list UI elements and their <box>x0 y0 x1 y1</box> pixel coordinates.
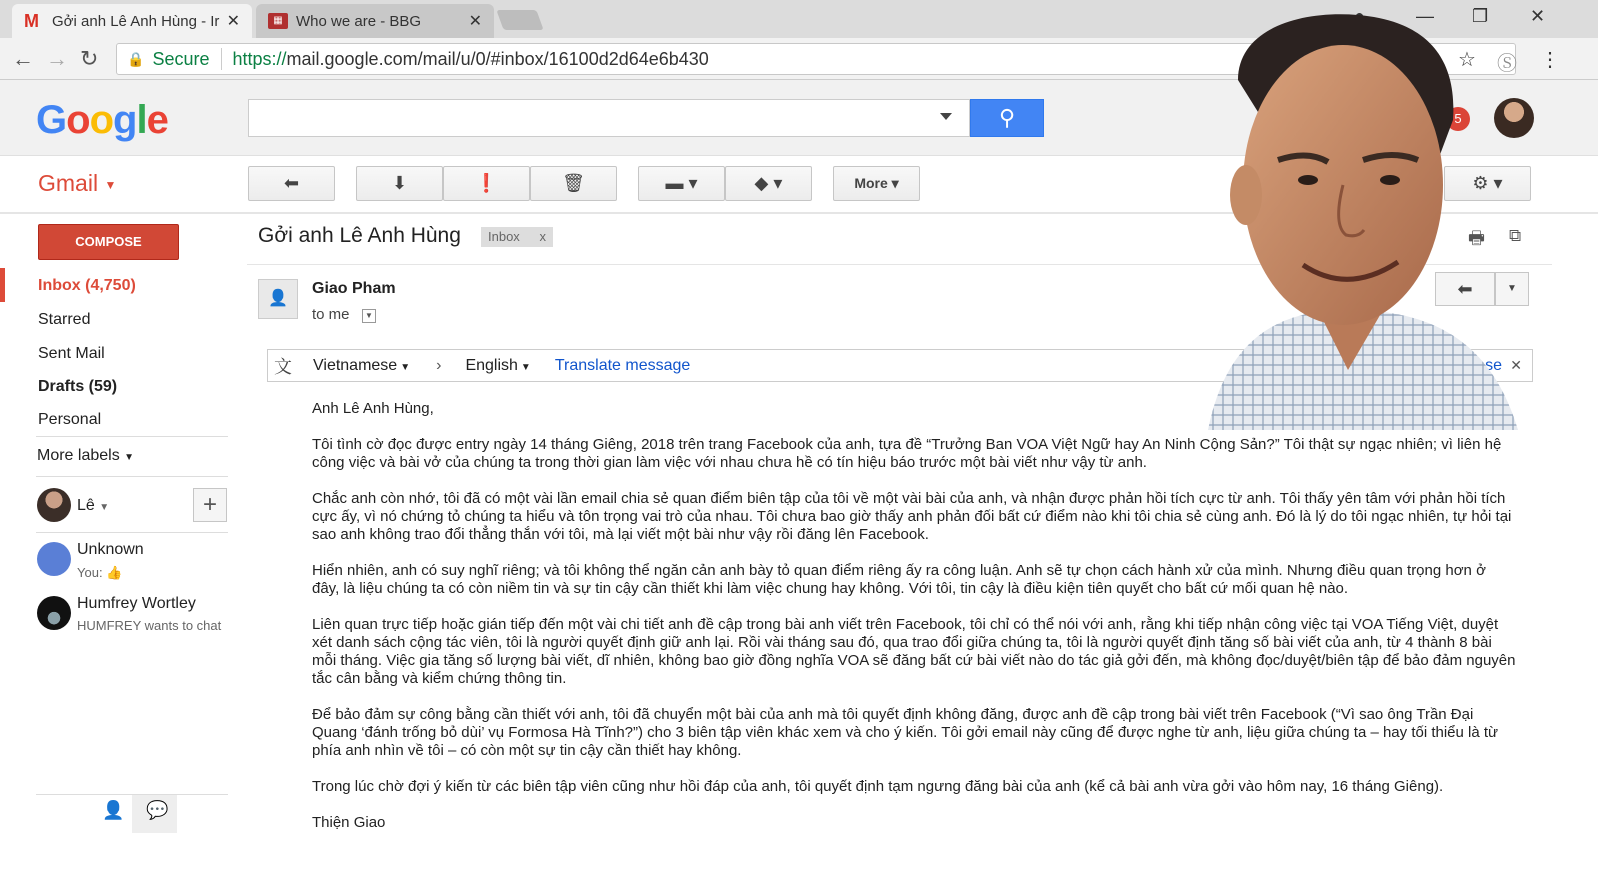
new-chat-button[interactable] <box>193 488 227 522</box>
sender-avatar[interactable] <box>258 279 298 319</box>
tab-gmail[interactable] <box>12 4 252 38</box>
self-avatar[interactable] <box>37 488 71 522</box>
print-icon[interactable]: 🖶 <box>1468 228 1485 248</box>
tab-title: Who we are - BBG <box>296 12 422 30</box>
email-paragraph: Tôi tình cờ đọc được entry ngày 14 tháng Giêng, 2018 trên trang Facebook của anh, tựa đề “Trưởng Ban VOA Việt Ngữ hay An Ninh Cộng Sản?” Tôi thật sự ngạc nhiên; vì liên hệ công việc và bài vở của chúng ta trong thời gian làm việc với nhau chưa hề có tín hiệu báo trước một bài viết như vậy từ anh. <box>312 436 1502 471</box>
spam-icon: ❗ <box>475 173 498 193</box>
inbox-selected-marker <box>0 268 5 302</box>
chat-self-name: Lê <box>77 497 95 514</box>
email-paragraph: Để bảo đảm sự công bằng cần thiết với anh, tôi đã chuyển một bài của anh mà tôi quyết định không đăng, được anh đề cập trong bài viết trên Facebook (“Vì sao ông Trần Đại Quang ‘đánh trống bỏ dùi’ vụ Formosa Hà Tĩnh?”) cho 3 biên tập viên khác xem và cho ý kiến. Tôi gởi email này cũng để được nghe từ anh, liệu giữa chúng ta – hay tối thiểu là từ phía anh nhìn về tôi – có còn một sự tin cậy cần thiết hay không. <box>312 706 1499 759</box>
recipient-label: to me <box>312 306 350 323</box>
chevron-down-icon: ▼ <box>104 177 117 192</box>
bbg-favicon-icon: ▦ <box>268 13 288 29</box>
gmail-menu[interactable] <box>38 170 116 197</box>
gmail-favicon-icon: M <box>24 11 39 31</box>
target-language-label: English <box>465 356 518 374</box>
logo-letter: g <box>113 98 137 142</box>
notification-badge[interactable]: 5 <box>1446 107 1470 131</box>
close-icon[interactable]: ✕ <box>1510 357 1522 373</box>
logo-letter: o <box>66 98 90 142</box>
browser-menu-icon[interactable]: ⋮ <box>1540 49 1560 71</box>
chevron-down-icon: ▼ <box>1507 283 1517 294</box>
logo-letter: e <box>146 98 168 142</box>
logo-letter: o <box>89 98 113 142</box>
restore-icon[interactable]: ❐ <box>1472 6 1489 26</box>
sidebar-item-personal[interactable]: Personal <box>38 411 102 428</box>
tab-close-icon[interactable]: ✕ <box>226 13 240 30</box>
plus-icon: + <box>202 491 217 518</box>
new-tab-button[interactable] <box>496 10 543 30</box>
contact-status: You: 👍 <box>77 565 123 580</box>
skype-icon[interactable]: Ⓢ <box>1497 53 1517 75</box>
person-icon: 👤 <box>268 290 288 307</box>
sender-name[interactable]: Giao Pham <box>312 280 396 297</box>
back-arrow-icon[interactable]: ← <box>12 46 34 71</box>
label-tag-icon: ◆ ▾ <box>754 173 783 193</box>
chevron-down-icon: ▼ <box>520 361 531 373</box>
more-labels-label: More labels <box>37 447 120 464</box>
chevron-down-icon: ▼ <box>99 502 110 513</box>
contact-avatar[interactable] <box>37 542 71 576</box>
url-path: mail.google.com/mail/u/0/#inbox/16100d2d64e6b430 <box>286 48 709 69</box>
chevron-down-icon: ▼ <box>400 361 411 373</box>
search-options-chevron-icon[interactable] <box>940 113 952 120</box>
lock-icon: 🔒 <box>127 50 145 67</box>
reload-icon[interactable]: ↻ <box>80 46 99 71</box>
logo-letter: l <box>136 98 147 142</box>
url-separator <box>221 48 222 70</box>
email-paragraph: Anh Lê Anh Hùng, <box>312 400 434 417</box>
contacts-person-icon[interactable]: 👤 <box>102 800 125 820</box>
sidebar-divider <box>36 436 228 437</box>
source-language-select[interactable] <box>313 357 410 375</box>
hangouts-icon[interactable]: 💬 <box>146 800 169 820</box>
sidebar-item-inbox[interactable]: Inbox (4,750) <box>38 277 136 294</box>
email-paragraph: Hiển nhiên, anh có suy nghĩ riêng; và tôi không thể ngăn cản anh bày tỏ quan điểm riêng ấy ra công luận. Anh sẽ tự chọn cách hành xử của mình. Nhưng điều quan trọng hơn ở đây, là liệu chúng ta có còn niềm tin và sự tin cậy cần thiết khi làm việc chung hay không. Với tôi, tin cậy là điều kiện tiên quyết cho bất cứ mối quan hệ nào. <box>312 562 1486 597</box>
chat-self-status[interactable] <box>77 497 109 515</box>
minimize-icon[interactable]: — <box>1416 6 1434 26</box>
inbox-label-chip[interactable] <box>481 227 553 247</box>
google-logo[interactable] <box>36 98 168 143</box>
target-language-select[interactable] <box>465 357 530 375</box>
folder-icon: ▬ ▾ <box>665 173 698 193</box>
chevron-right-icon: › <box>436 356 442 374</box>
search-button[interactable] <box>970 99 1044 137</box>
back-to-inbox-button[interactable] <box>248 166 335 201</box>
translate-message-link[interactable]: Translate message <box>554 356 691 374</box>
sidebar-divider <box>36 476 228 477</box>
contact-status: HUMFREY wants to chat <box>77 618 222 633</box>
label-chip-text: Inbox <box>488 229 520 244</box>
reply-icon: ⬅ <box>1457 279 1473 299</box>
email-paragraph: Trong lúc chờ đợi ý kiến từ các biên tập viên cũng như hồi đáp của anh, tôi quyết định tạm ngưng đăng bài của anh (kể cả bài anh vừa gởi vào hôm nay, 16 tháng Giêng). <box>312 778 1444 795</box>
report-spam-button[interactable] <box>443 166 530 201</box>
sidebar-divider <box>36 532 228 533</box>
window-close-icon[interactable]: ✕ <box>1530 6 1546 26</box>
sidebar-item-sent[interactable]: Sent Mail <box>38 345 105 362</box>
more-button[interactable] <box>833 166 920 201</box>
email-signature: Thiện Giao <box>312 814 386 831</box>
forward-arrow-icon[interactable]: → <box>46 46 68 71</box>
labels-button[interactable] <box>725 166 812 201</box>
archive-button[interactable] <box>356 166 443 201</box>
remove-label-icon[interactable]: x <box>539 229 546 244</box>
chevron-down-icon: ▾ <box>891 175 899 191</box>
sidebar-item-starred[interactable]: Starred <box>38 311 91 328</box>
sidebar-item-drafts[interactable]: Drafts (59) <box>38 378 118 395</box>
portrait-photo <box>1168 10 1528 430</box>
turn-off-translation-link[interactable]: se <box>1485 356 1502 374</box>
move-to-button[interactable] <box>638 166 725 201</box>
secure-label: Secure <box>152 48 210 69</box>
tab-title: Gởi anh Lê Anh Hùng - Ir <box>52 12 220 30</box>
email-paragraph: Chắc anh còn nhớ, tôi đã có một vài lần email chia sẻ quan điểm biên tập của tôi về một vài bài của anh, và nhận được phản hồi tích cực từ anh. Tôi thấy yên tâm với phản hồi tích cực ấy, vì nó chứng tỏ chúng ta hiểu và tôn trọng vai trò của nhau. Tôi chưa bao giờ thấy anh phản đối bất cứ điểm nào khi tôi chia sẻ cùng anh. Đó là lý do tôi ngạc nhiên, tự hỏi tại sao anh không trao đổi thẳng thắn với tôi, mà lại viết một bài như vậy rồi đăng lên Facebook. <box>312 490 1512 543</box>
email-paragraph: Liên quan trực tiếp hoặc gián tiếp đến một vài chi tiết anh đề cập trong bài anh viết trên Facebook, tôi chỉ có thể nói với anh, rằng khi tiếp nhận công việc tại VOA Tiếng Việt, duyệt xét danh sách cộng tác viên, tôi là người quyết định giữ anh lại. Rồi vài tháng sau đó, qua trao đổi giữa chúng ta, tôi là người quyết định tăng số bài viết của anh, từ 4 thành 8 bài mỗi tháng. Việc gia tăng số lượng bài viết, dĩ nhiên, không bao giờ đồng nghĩa VOA sẽ đăng bất cứ bài viết nào do tác giả gởi đến, mà không đọc/duyệt/biên tập để bảo đảm nguyên tắc cân bằng và kiểm chứng thông tin. <box>312 616 1516 687</box>
tab-bbg[interactable] <box>256 4 494 38</box>
tab-close-icon[interactable]: ✕ <box>468 13 482 30</box>
contact-name[interactable]: Unknown <box>77 541 144 558</box>
email-subject: Gởi anh Lê Anh Hùng <box>258 224 461 247</box>
logo-letter: G <box>36 98 67 142</box>
search-icon: ⚲ <box>998 105 1016 130</box>
new-window-icon[interactable]: ⧉ <box>1509 226 1522 245</box>
source-language-label: Vietnamese <box>313 356 398 374</box>
bookmark-star-icon[interactable]: ☆ <box>1458 49 1476 71</box>
url-scheme: https:// <box>232 48 287 69</box>
back-arrow-icon: ⬅ <box>283 173 300 193</box>
contact-name[interactable]: Humfrey Wortley <box>77 595 196 612</box>
show-details-chevron-icon[interactable]: ▼ <box>362 309 376 323</box>
gmail-label: Gmail <box>38 170 99 196</box>
archive-icon: ⬇ <box>391 173 408 193</box>
more-labels-toggle[interactable] <box>37 447 134 465</box>
trash-icon: 🗑 <box>562 173 585 193</box>
gear-icon: ⚙ ▾ <box>1472 173 1503 193</box>
compose-button[interactable]: COMPOSE <box>38 224 179 260</box>
contact-avatar[interactable] <box>37 596 71 630</box>
more-label: More <box>854 175 888 191</box>
translate-icon: 文 <box>274 356 292 377</box>
chevron-down-icon: ▼ <box>124 452 135 463</box>
delete-button[interactable] <box>530 166 617 201</box>
search-input[interactable] <box>248 99 970 137</box>
